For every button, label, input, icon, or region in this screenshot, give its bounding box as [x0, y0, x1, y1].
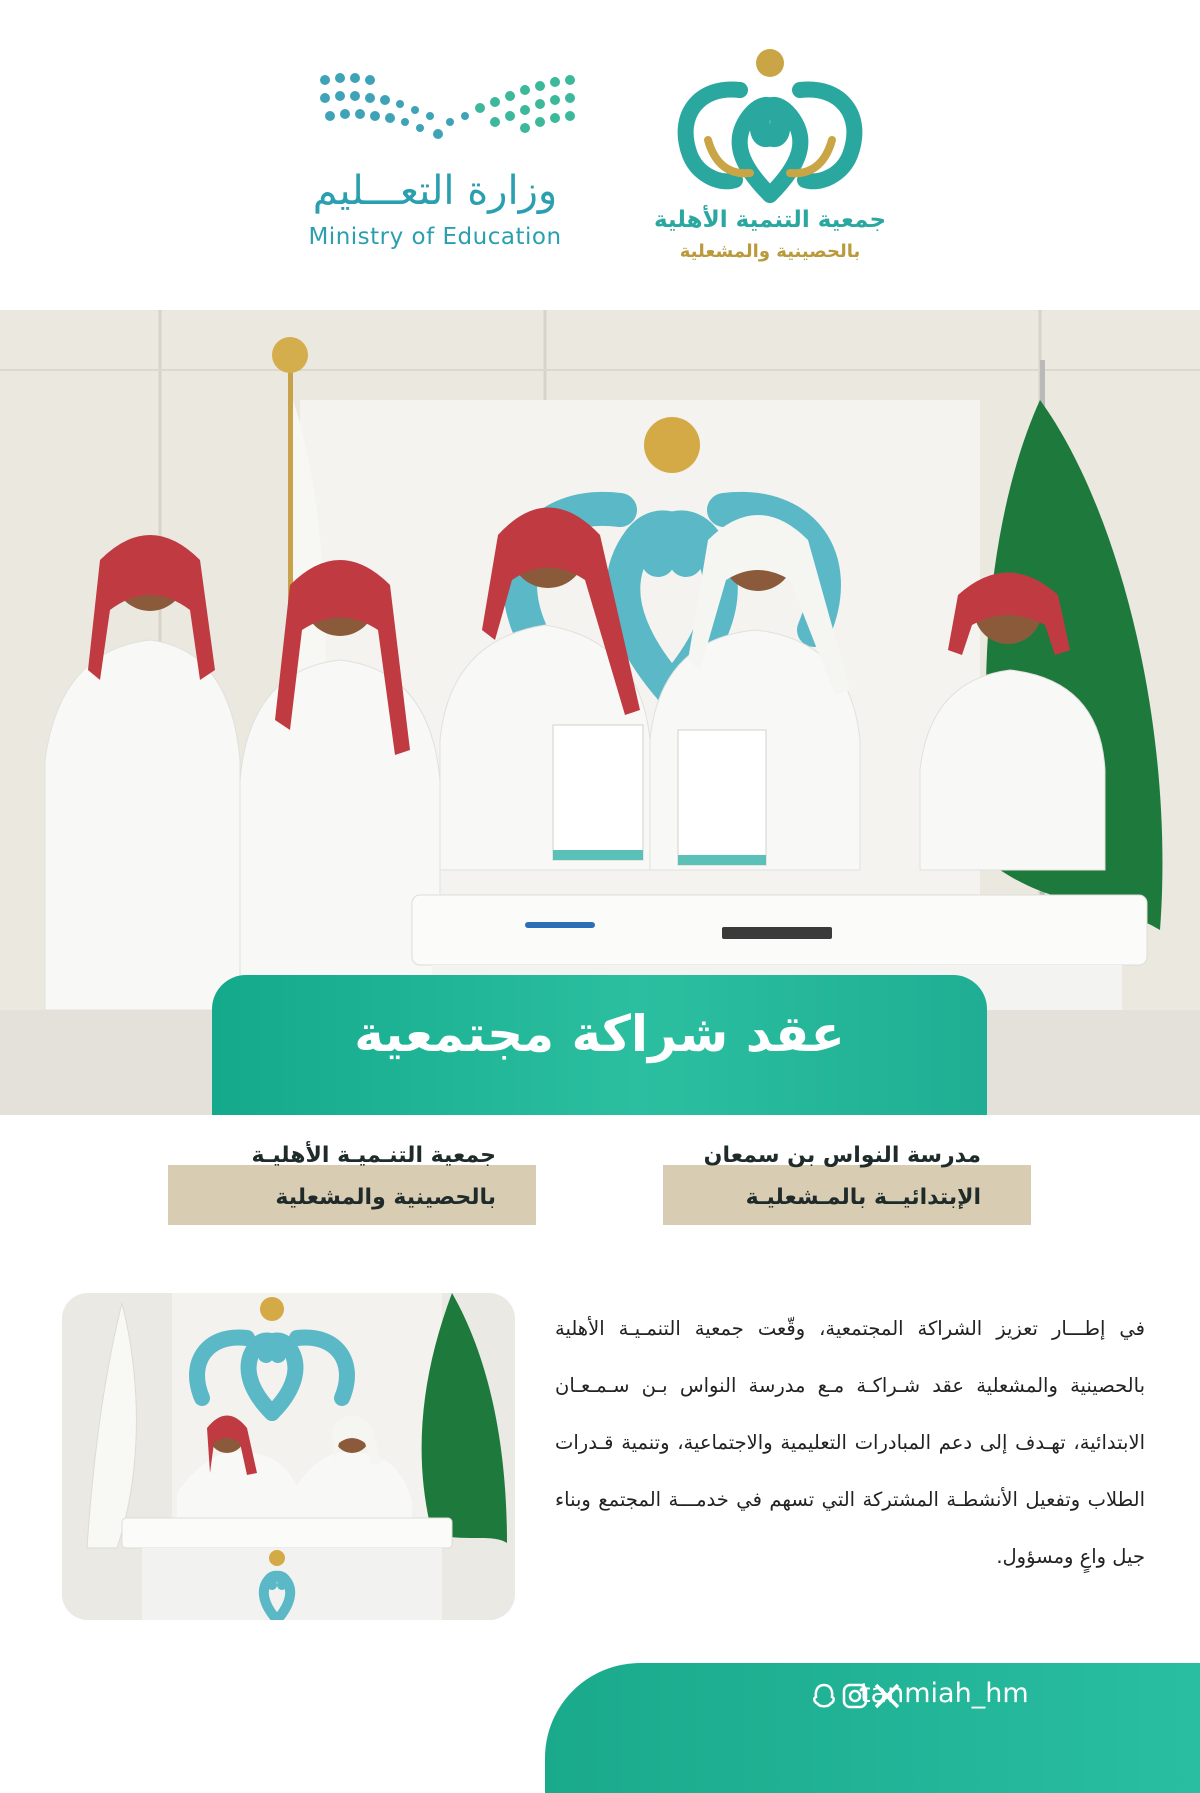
social-handle[interactable]: tanmiah_hm [860, 1678, 1029, 1709]
snapchat-icon[interactable] [814, 1685, 833, 1706]
page-title: عقد شراكة مجتمعية [354, 1005, 845, 1063]
signing-table-scene [62, 1293, 515, 1620]
association-name-line2: بالحصينية والمشعلية [679, 241, 861, 262]
association-partner-line1: جمعية التنـميـة الأهليـة [251, 1143, 496, 1168]
association-logo [640, 45, 900, 275]
ministry-dots-emblem [300, 60, 590, 155]
signing-table-photo [62, 1293, 515, 1620]
school-partner-line1: مدرسة النواس بن سمعان [703, 1143, 981, 1168]
ministry-of-education-logo [300, 60, 590, 260]
association-emblem-icon [670, 45, 870, 205]
ministry-name-english: Ministry of Education [308, 224, 562, 250]
announcement-paragraph: في إطـــار تعزيز الشراكة المجتمعية، وقّعت جمعية التنمـيـة الأهلية بالحصينية والمشعلية عقد شـراكـة مـع مدرسة النواس بـن سـمـعـان الابتدائية، تهـدف إلى دعم المبادرات التعليمية والاجتماعية، وتنمية قـدرات الطلاب وتفعيل الأنشطـة المشتركة التي تسهم في خدمـــة المجتمع وبناء جيل واعٍ ومسؤول. [555, 1317, 1145, 1568]
ministry-name-arabic: وزارة التعـــليم [312, 168, 558, 214]
title-banner [212, 975, 987, 1115]
association-partner-label [168, 1143, 536, 1225]
association-partner-line2: بالحصينية والمشعلية [275, 1185, 496, 1210]
association-name-line1: جمعية التنمية الأهلية [653, 207, 887, 233]
school-partner-label [663, 1143, 1031, 1225]
school-partner-line2: الإبتدائيــة بالمـشعليـة [745, 1185, 981, 1210]
